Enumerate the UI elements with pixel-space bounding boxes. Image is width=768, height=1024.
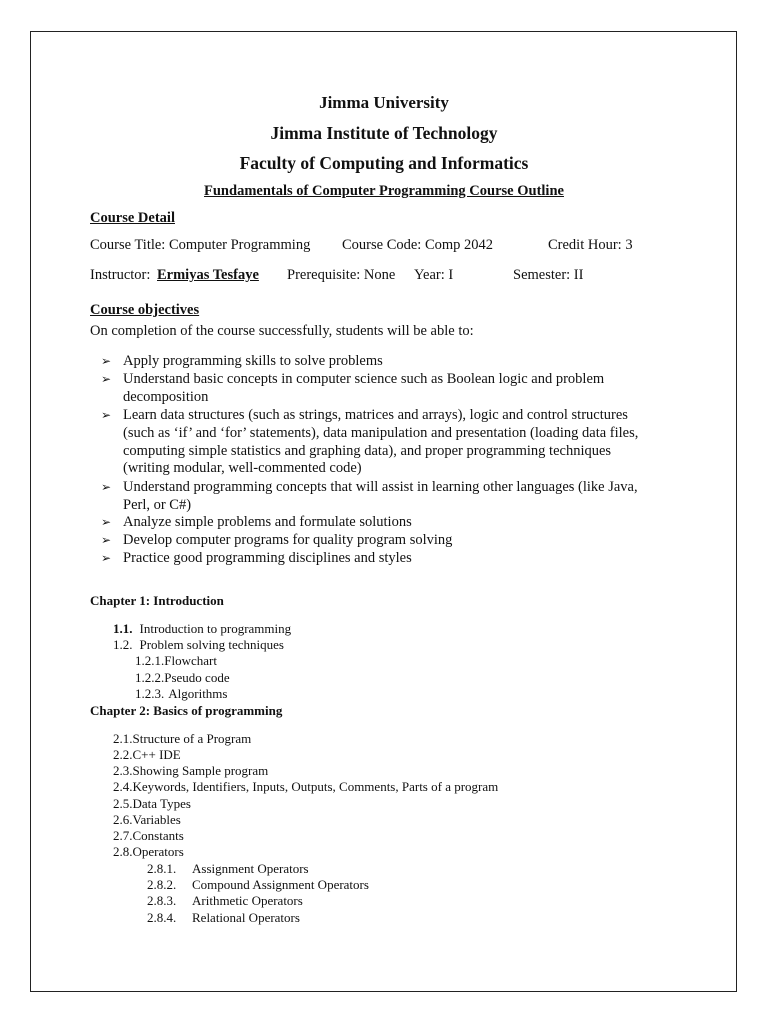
course-detail-heading: Course Detail (90, 210, 175, 226)
objectives-heading: Course objectives (90, 302, 200, 318)
outline-item (113, 637, 284, 653)
outline-item-number: 2.8. (113, 844, 133, 859)
outline-item-number: 2.8.1. (147, 861, 177, 876)
outline-item-number: 1.2.2. (135, 670, 165, 685)
outline-item (147, 877, 369, 893)
outline-item-text: Pseudo code (164, 670, 230, 685)
outline-item-text: Assignment Operators (192, 861, 309, 876)
outline-item-text: Relational Operators (192, 910, 300, 925)
outline-item-number: 2.8.4. (147, 910, 177, 925)
outline-item-number: 2.3. (113, 763, 133, 778)
chapter2-title: Chapter 2: Basics of programming (90, 703, 283, 718)
objective-line: decomposition (123, 388, 209, 405)
bullet-icon: ➢ (101, 408, 112, 422)
objective-item (123, 371, 604, 407)
outline-item-text: Compound Assignment Operators (192, 877, 369, 892)
outline-item-number: 1.2. (113, 637, 133, 652)
outline-item-text: Variables (132, 812, 181, 827)
chapter1-title: Chapter 1: Introduction (90, 593, 224, 608)
outline-item-text: Flowchart (164, 653, 217, 668)
instructor-name: Ermiyas Tesfaye (157, 267, 259, 283)
bullet-icon: ➢ (101, 551, 112, 565)
credit-hour: Credit Hour: 3 (548, 237, 633, 253)
outline-item-text: Keywords, Identifiers, Inputs, Outputs, Comments, Parts of a program (132, 779, 499, 794)
semester: Semester: II (513, 267, 584, 283)
objective-line: (such as ‘if’ and ‘for’ statements), data manipulation and presentation (loading data files, (123, 424, 639, 441)
outline-item-text: Constants (132, 828, 184, 843)
university-name: Jimma University (319, 93, 449, 112)
outline-item (113, 621, 291, 637)
outline-item-number: 1.2.3. (135, 686, 165, 701)
outline-item (113, 747, 181, 763)
outline-item-number: 2.4. (113, 779, 133, 794)
objectives-intro: On completion of the course successfully, students will be able to: (90, 323, 474, 339)
objective-line: Learn data structures (such as strings, matrices and arrays), logic and control structures (123, 407, 628, 423)
objective-item (123, 407, 638, 478)
outline-item-text: Algorithms (168, 686, 228, 701)
outline-item-number: 2.1. (113, 731, 133, 746)
outline-item (113, 796, 191, 812)
bullet-icon: ➢ (101, 372, 112, 386)
objective-item (123, 550, 412, 568)
outline-item (135, 686, 227, 702)
objective-item (123, 353, 383, 371)
instructor-label: Instructor: (90, 267, 151, 283)
bullet-icon: ➢ (101, 515, 112, 529)
outline-item-text: Arithmetic Operators (192, 893, 303, 908)
objective-line: Perl, or C#) (123, 496, 192, 513)
outline-item-text: Data Types (132, 796, 191, 811)
outline-item (135, 653, 217, 669)
institute-name: Jimma Institute of Technology (270, 123, 498, 143)
faculty-name: Faculty of Computing and Informatics (239, 153, 529, 173)
outline-item-number: 2.5. (113, 796, 133, 811)
objective-item (123, 479, 638, 515)
outline-item-number: 2.7. (113, 828, 133, 843)
outline-item (147, 910, 300, 926)
objective-line: Apply programming skills to solve problems (123, 353, 383, 369)
bullet-icon: ➢ (101, 480, 112, 494)
course-title: Course Title: Computer Programming (90, 237, 311, 253)
outline-item (147, 893, 303, 909)
outline-item (113, 844, 184, 860)
outline-item-number: 2.8.3. (147, 893, 177, 908)
bullet-icon: ➢ (101, 533, 112, 547)
bullet-icon: ➢ (101, 354, 112, 368)
outline-item-number: 2.8.2. (147, 877, 177, 892)
prerequisite: Prerequisite: None (287, 267, 396, 283)
outline-item-number: 1.1. (113, 621, 133, 636)
objective-line: Develop computer programs for quality program solving (123, 532, 453, 548)
outline-item-number: 1.2.1. (135, 653, 165, 668)
objective-item (123, 532, 452, 550)
outline-item-text: Showing Sample program (132, 763, 269, 778)
outline-item-number: 2.6. (113, 812, 133, 827)
outline-item-number: 2.2. (113, 747, 133, 762)
outline-item-text: Introduction to programming (139, 621, 292, 636)
outline-item-text: Operators (132, 844, 184, 859)
objective-line: Analyze simple problems and formulate solutions (123, 514, 412, 530)
objective-line: Practice good programming disciplines and styles (123, 550, 412, 566)
outline-item-text: Problem solving techniques (139, 637, 284, 652)
outline-item (113, 779, 498, 795)
year: Year: I (414, 267, 454, 283)
outline-item (147, 861, 309, 877)
outline-item (113, 812, 181, 828)
objective-item (123, 514, 412, 532)
outline-title: Fundamentals of Computer Programming Course Outline (204, 183, 564, 199)
outline-item (113, 763, 268, 779)
objective-line: (writing modular, well-commented code) (123, 460, 362, 477)
outline-item (113, 731, 251, 747)
objective-line: Understand programming concepts that will assist in learning other languages (like Java, (123, 479, 638, 495)
course-code: Course Code: Comp 2042 (342, 237, 494, 253)
objective-line: computing simple statistics and graphing data), and proper programming techniques (123, 442, 612, 459)
outline-item-text: C++ IDE (132, 747, 181, 762)
outline-item (113, 828, 184, 844)
outline-item (135, 670, 230, 686)
objective-line: Understand basic concepts in computer science such as Boolean logic and problem (123, 371, 605, 387)
outline-item-text: Structure of a Program (132, 731, 252, 746)
